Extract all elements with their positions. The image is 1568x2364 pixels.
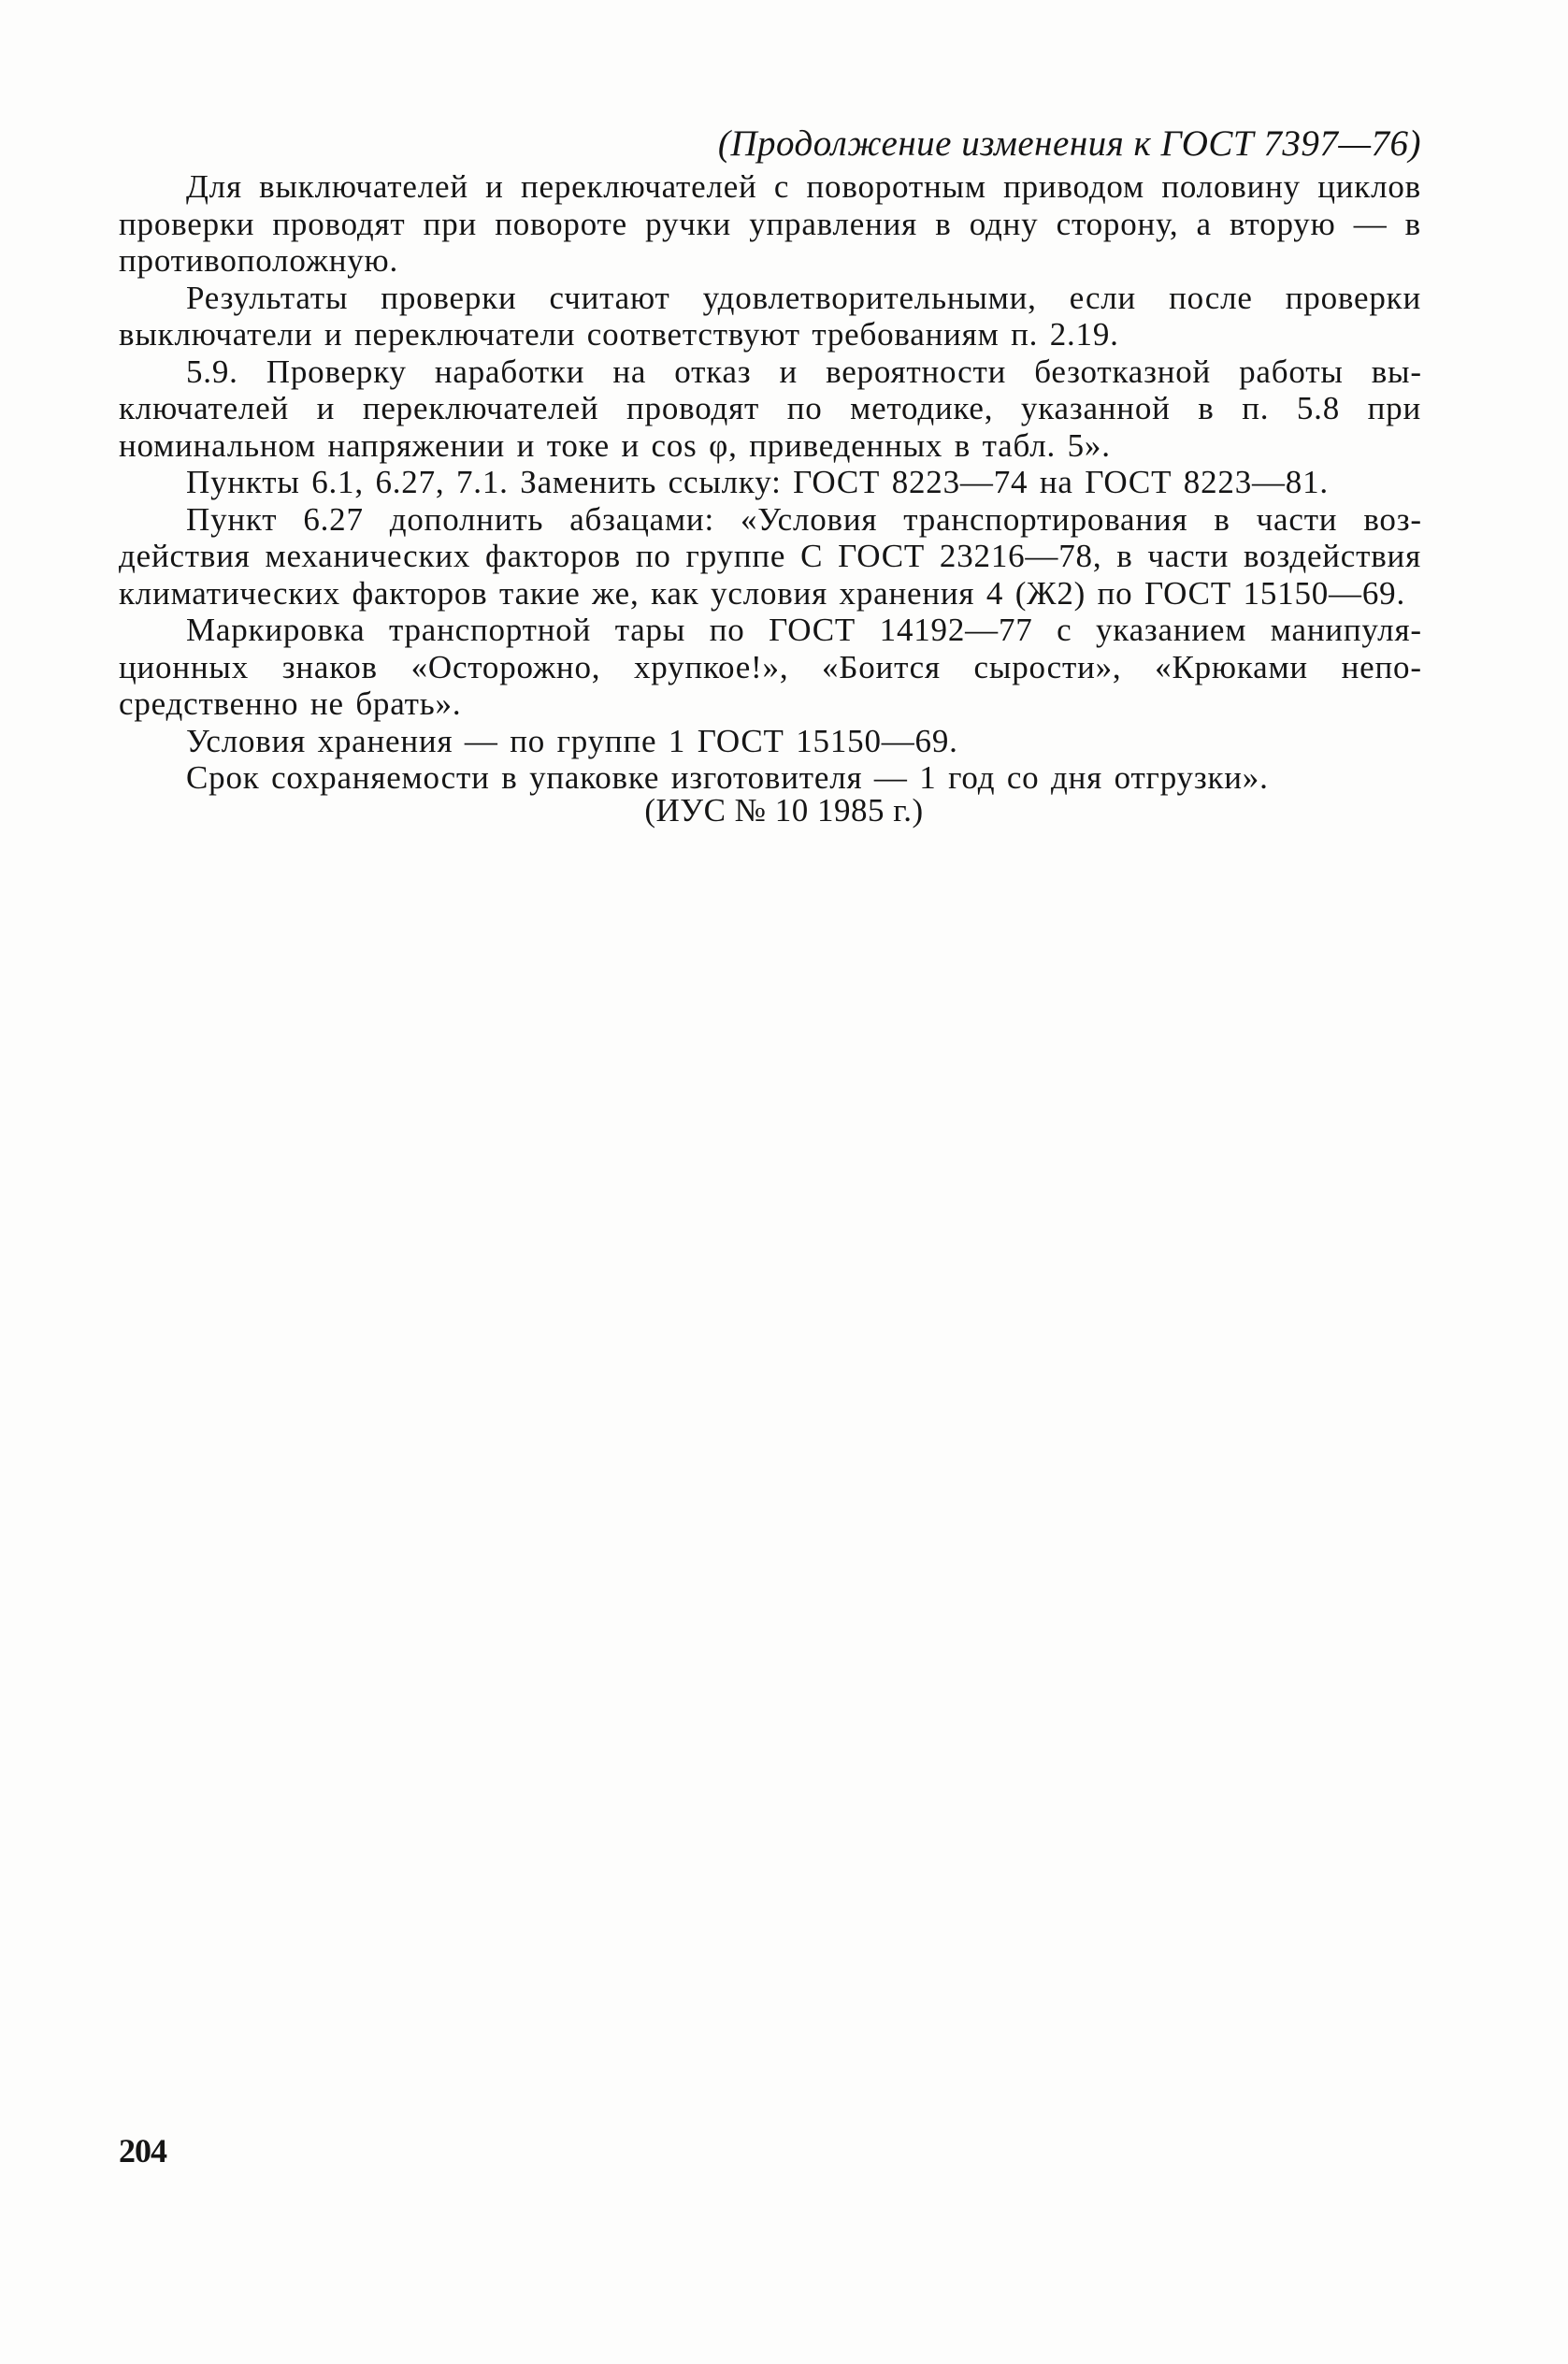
paragraph-shelf-life: Срок сохраняемости в упаковке изготовителя — 1 год со дня отгрузки». (186, 759, 1269, 796)
page-number: 204 (119, 2132, 166, 2169)
continuation-header: (Продолжение изменения к ГОСТ 7397—76) (717, 123, 1421, 164)
amendment-body (119, 168, 1421, 797)
paragraph-rotary-drive-check: Для выключателей и переключателей с поворотным приводом половину циклов проверки проводят при повороте ручки управления в одну сторону, а вторую — в противоположную. (119, 168, 1421, 279)
paragraph-reliability-check: 5.9. Проверку наработки на отказ и вероятности безотказной работы выключателей и переключателей проводят по методике, указанной в п. 5.8 при номинальном напряжении и токе и cos φ, приведенных в табл. 5». (119, 353, 1421, 464)
paragraph-check-results: Результаты проверки считают удовлетворительными, если после проверки выключатели и переключатели соответствуют требованиям п. 2.19. (119, 279, 1421, 353)
paragraph-transport-conditions: Пункт 6.27 дополнить абзацами: «Условия транспортирования в части воздействия механических факторов по группе С ГОСТ 23216—78, в части воздействия климатических факторов такие же, как условия хранения 4 (Ж2) по ГОСТ 15150—69. (119, 500, 1421, 612)
paragraph-storage-conditions: Условия хранения — по группе 1 ГОСТ 15150—69. (186, 722, 958, 759)
source-reference: (ИУС № 10 1985 г.) (644, 792, 924, 829)
paragraph-reference-replacement: Пункты 6.1, 6.27, 7.1. Заменить ссылку: ГОСТ 8223—74 на ГОСТ 8223—81. (186, 464, 1329, 500)
paragraph-package-marking: Маркировка транспортной тары по ГОСТ 14192—77 с указанием манипуляционных знаков «Осторожно, хрупкое!», «Боится сырости», «Крюками непосредственно не брать». (119, 612, 1421, 722)
